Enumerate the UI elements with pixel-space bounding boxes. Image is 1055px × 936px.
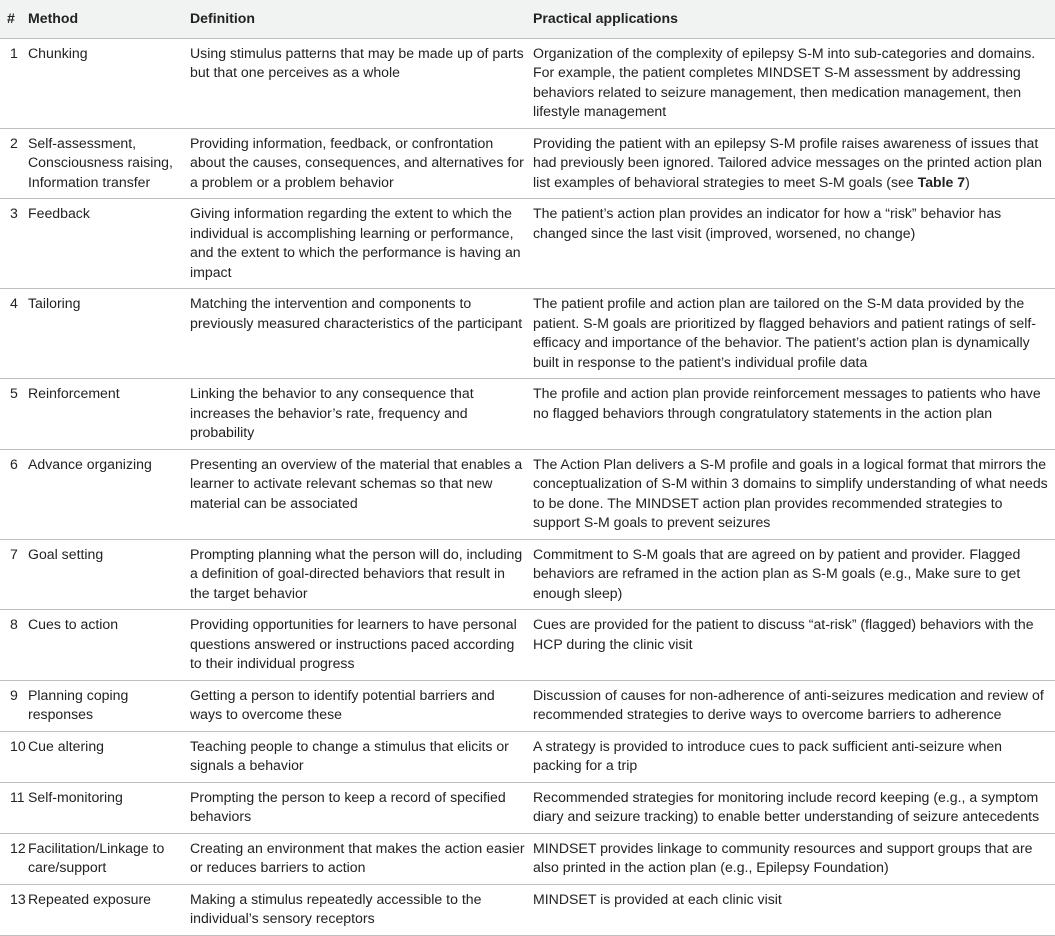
row-definition: Using stimulus patterns that may be made up of parts but that one perceives as a whole xyxy=(190,38,533,128)
table-row xyxy=(0,539,1055,610)
row-definition: Presenting an overview of the material that enables a learner to activate relevant schemas so that new material can be associated xyxy=(190,449,533,539)
table-row xyxy=(0,289,1055,379)
row-definition: Prompting planning what the person will do, including a definition of goal-directed behaviors that result in the target behavior xyxy=(190,539,533,610)
table-row xyxy=(0,680,1055,731)
table-row xyxy=(0,449,1055,539)
row-definition: Teaching people to change a stimulus that elicits or signals a behavior xyxy=(190,731,533,782)
table-row xyxy=(0,782,1055,833)
row-number: 10 xyxy=(0,731,28,782)
header-applications: Practical applications xyxy=(533,10,678,26)
row-applications: The profile and action plan provide reinforcement messages to patients who have no flagged behaviors through congratulatory statements in the action plan xyxy=(533,379,1055,450)
row-method: Reinforcement xyxy=(28,379,190,450)
table-row xyxy=(0,731,1055,782)
row-definition: Providing opportunities for learners to have personal questions answered or instructions paced according to their individual progress xyxy=(190,610,533,681)
row-applications: The patient’s action plan provides an indicator for how a “risk” behavior has changed since the last visit (improved, worsened, no change) xyxy=(533,199,1055,289)
row-applications: Cues are provided for the patient to discuss “at-risk” (flagged) behaviors with the HCP during the clinic visit xyxy=(533,610,1055,681)
table-row xyxy=(0,199,1055,289)
row-method: Cues to action xyxy=(28,610,190,681)
row-definition: Creating an environment that makes the action easier or reduces barriers to action xyxy=(190,833,533,884)
row-definition: Matching the intervention and components to previously measured characteristics of the participant xyxy=(190,289,533,379)
table-body xyxy=(0,38,1055,935)
row-number: 6 xyxy=(0,449,28,539)
row-method: Self-monitoring xyxy=(28,782,190,833)
row-applications xyxy=(533,128,1055,199)
row-number: 13 xyxy=(0,884,28,935)
table-row xyxy=(0,833,1055,884)
row-definition: Providing information, feedback, or confrontation about the causes, consequences, and alternatives for a problem or a problem behavior xyxy=(190,128,533,199)
row-method: Planning coping responses xyxy=(28,680,190,731)
row-applications: The Action Plan delivers a S-M profile and goals in a logical format that mirrors the conceptualization of S-M within 3 domains to simplify understanding of what needs to be done. The MINDSET action plan provides recommended strategies to support S-M goals to prevent seizures xyxy=(533,449,1055,539)
row-number: 5 xyxy=(0,379,28,450)
header-num: # xyxy=(7,10,15,26)
row-number: 3 xyxy=(0,199,28,289)
row-method: Repeated exposure xyxy=(28,884,190,935)
row-number: 11 xyxy=(0,782,28,833)
row-applications: Commitment to S-M goals that are agreed on by patient and provider. Flagged behaviors are reframed in the action plan as S-M goals (e.g., Make sure to get enough sleep) xyxy=(533,539,1055,610)
row-method: Advance organizing xyxy=(28,449,190,539)
table-row xyxy=(0,38,1055,128)
row-applications: MINDSET is provided at each clinic visit xyxy=(533,884,1055,935)
row-applications: A strategy is provided to introduce cues to pack sufficient anti-seizure when packing for a trip xyxy=(533,731,1055,782)
header-definition: Definition xyxy=(190,10,255,26)
row-method: Self-assessment, Consciousness raising, Information transfer xyxy=(28,128,190,199)
row-applications: Organization of the complexity of epilepsy S-M into sub-categories and domains. For example, the patient completes MINDSET S-M assessment by addressing behaviors related to seizure management, then medication management, then lifestyle management xyxy=(533,38,1055,128)
row-method: Facilitation/Linkage to care/support xyxy=(28,833,190,884)
row-definition: Getting a person to identify potential barriers and ways to overcome these xyxy=(190,680,533,731)
table-row xyxy=(0,379,1055,450)
row-number: 1 xyxy=(0,38,28,128)
row-number: 9 xyxy=(0,680,28,731)
row-number: 12 xyxy=(0,833,28,884)
row-definition: Linking the behavior to any consequence that increases the behavior’s rate, frequency and probability xyxy=(190,379,533,450)
row-applications: The patient profile and action plan are tailored on the S-M data provided by the patient. S-M goals are prioritized by flagged behaviors and patient ratings of self-efficacy and importance of the behavior. The patient’s action plan is dynamically built in response to the patient’s individual profile data xyxy=(533,289,1055,379)
row-number: 7 xyxy=(0,539,28,610)
applications-text-end: ) xyxy=(965,173,970,190)
row-method: Chunking xyxy=(28,38,190,128)
row-definition: Giving information regarding the extent to which the individual is accomplishing learning or performance, and the extent to which the performance is having an impact xyxy=(190,199,533,289)
row-number: 4 xyxy=(0,289,28,379)
row-applications: MINDSET provides linkage to community resources and support groups that are also printed in the action plan (e.g., Epilepsy Foundation) xyxy=(533,833,1055,884)
header-row xyxy=(0,0,1055,38)
row-applications: Discussion of causes for non-adherence of anti-seizures medication and review of recommended strategies to derive ways to overcome barriers to adherence xyxy=(533,680,1055,731)
row-method: Cue altering xyxy=(28,731,190,782)
row-definition: Prompting the person to keep a record of specified behaviors xyxy=(190,782,533,833)
table-row xyxy=(0,610,1055,681)
row-method: Goal setting xyxy=(28,539,190,610)
row-applications: Recommended strategies for monitoring include record keeping (e.g., a symptom diary and seizure tracking) to enable better understanding of seizure antecedents xyxy=(533,782,1055,833)
row-method: Tailoring xyxy=(28,289,190,379)
applications-text: Providing the patient with an epilepsy S-M profile raises awareness of issues that had previously been ignored. Tailored advice messages on the printed action plan list examples of behavioral strategies to meet S-M goals (see xyxy=(533,134,1043,190)
table-header xyxy=(0,0,1055,38)
row-definition: Making a stimulus repeatedly accessible to the individual’s sensory receptors xyxy=(190,884,533,935)
row-method: Feedback xyxy=(28,199,190,289)
row-number: 2 xyxy=(0,128,28,199)
row-number: 8 xyxy=(0,610,28,681)
table-row xyxy=(0,128,1055,199)
table-reference: Table 7 xyxy=(917,173,966,190)
header-method: Method xyxy=(28,10,79,26)
